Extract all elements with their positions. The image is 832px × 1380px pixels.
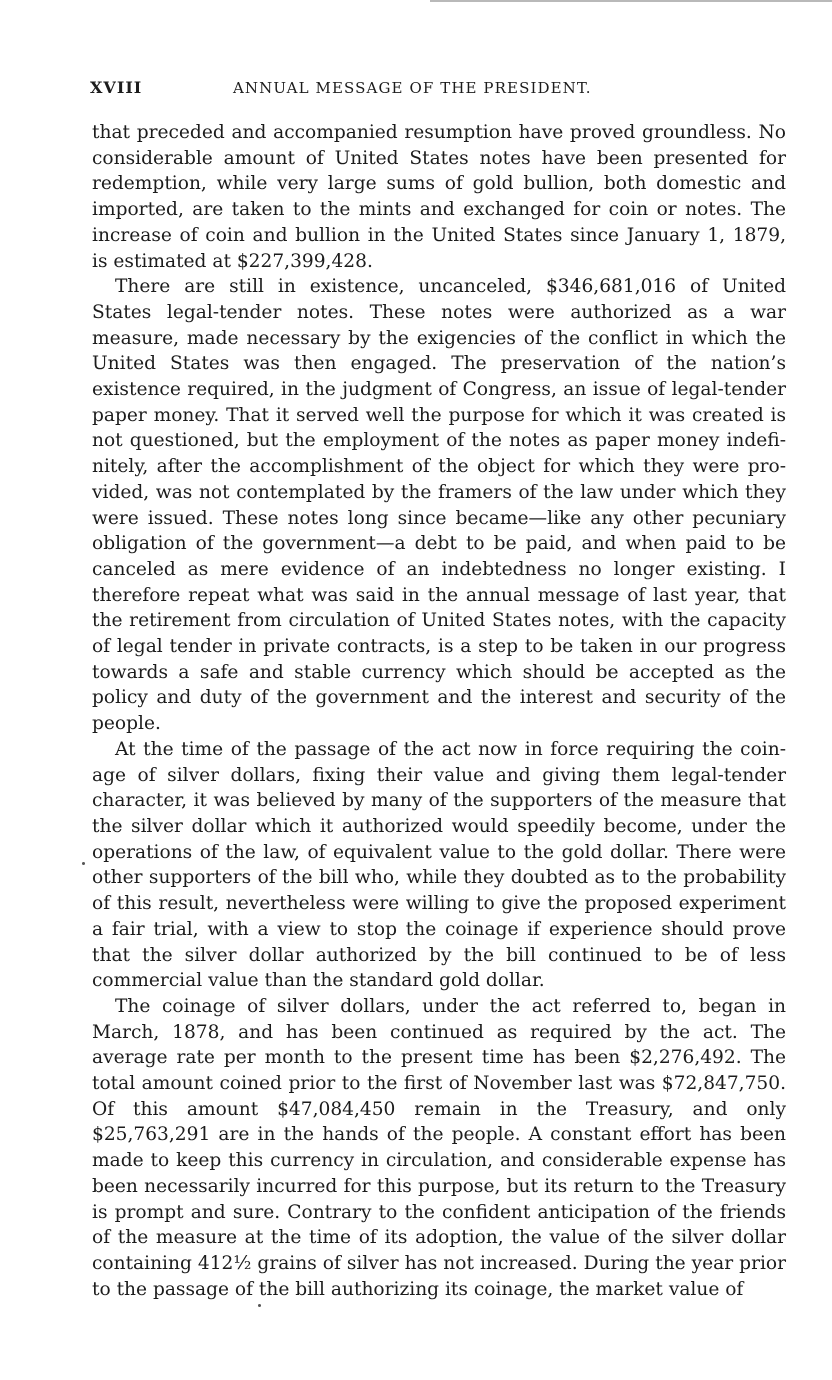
paragraph-legal-tender-notes: There are still in existence, uncanceled, $346,681,016 of United States legal-tender notes. These notes were authorized as a war measure, made necessary by the exigencies of the conflict in which the United States was then engaged. The preservation of the nation’s existence required, in the judgment of Congress, an issue of legal-tender paper money. That it served well the purpose for which it was created is not questioned, but the employment of the notes as paper money indefinitely, after the accomplishment of the object for which they were provided, was not contemplated by the framers of the law under which they were issued. These notes long since became—like any other pecuniary obligation of the government—a debt to be paid, and when paid to be canceled as mere evidence of an indebtedness no longer existing. I therefore repeat what was said in the annual message of last year, that the retirement from circulation of United States notes, with the capacity of legal tender in private contracts, is a step to be taken in our progress towards a safe and stable currency which should be accepted as the policy and duty of the government and the interest and security of the people. [92, 276, 786, 735]
top-edge-rule [430, 0, 832, 2]
paragraph-silver-coinage-act: At the time of the passage of the act now in force requiring the coinage of silver dollars, fixing their value and giving them legal-tender character, it was believed by many of the supporters of the measure that the silver dollar which it authorized would speedily become, under the operations of the law, of equivalent value to the gold dollar. There were other supporters of the bill who, while they doubted as to the probability of this result, nevertheless were willing to give the proposed experiment a fair trial, with a view to stop the coinage if experience should prove that the silver dollar authorized by the bill continued to be of less commercial value than the standard gold dollar. [92, 738, 786, 992]
running-header [90, 78, 790, 100]
running-title: ANNUAL MESSAGE OF THE PRESIDENT. [233, 79, 592, 97]
body-text [92, 120, 786, 1302]
paragraph-silver-dollar-statistics: The coinage of silver dollars, under the act referred to, began in March, 1878, and has been continued as required by the act. The average rate per month to the present time has been $2,276,492. The total amount coined prior to the first of November last was $72,847,750. Of this amount $47,084,450 remain in the Treasury, and only $25,763,291 are in the hands of the people. A constant effort has been made to keep this currency in circulation, and considerable expense has been necessarily incurred for this purpose, but its return to the Treasury is prompt and sure. Contrary to the confident anticipation of the friends of the measure at the time of its adoption, the value of the silver dollar containing 412½ grains of silver has not increased. During the year prior to the passage of the bill authorizing its coinage, the market value of [92, 995, 786, 1300]
page-number: XVIII [90, 78, 143, 97]
print-speck [82, 862, 85, 865]
paragraph-continuation: that preceded and accompanied resumption have proved groundless. No considerable amount of United States notes have been presented for redemption, while very large sums of gold bullion, both domestic and imported, are taken to the mints and exchanged for coin or notes. The increase of coin and bullion in the United States since January 1, 1879, is estimated at $227,399,428. [92, 122, 786, 272]
print-speck [258, 1304, 261, 1307]
